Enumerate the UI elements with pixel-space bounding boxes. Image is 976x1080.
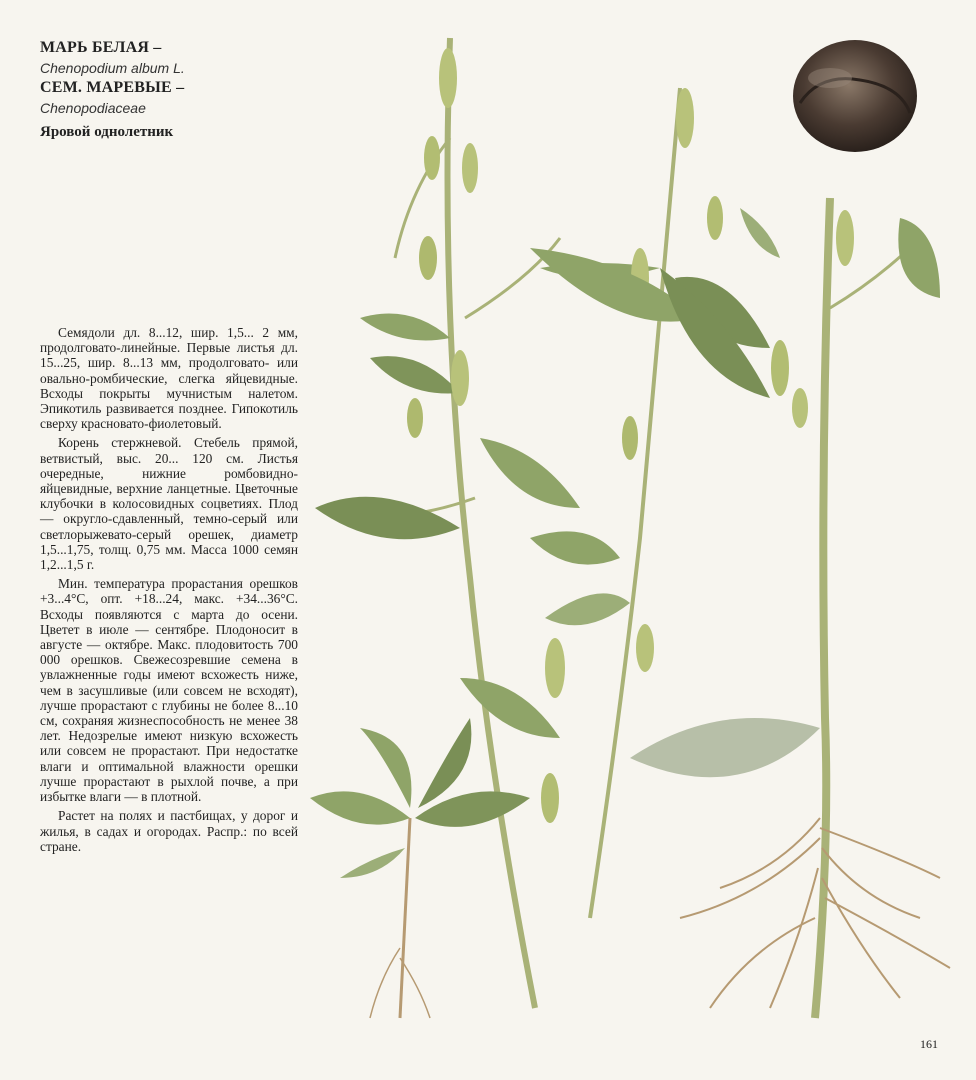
plant-illustration <box>300 18 960 1028</box>
paragraph-biology: Мин. температура прорастания орешков +3...4°C, опт. +18...24, макс. +34...36°C. Всходы появляются с марта до осени. Цветет в июле — сентябре. Плодоносит в августе — октябре. Макс. плодовитость 700 000 орешков. Свежесозревшие семена в увлажненные годы имеют всхожесть ниже, чем в засушливые (или совсем не всходят), лучше прорастают с глубины не более 8...10 см, сохраняя жизнеспособность не менее 38 лет. Недозрелые имеют низкую всхожесть или совсем не прорастают. При недостатке влаги и оптимальной влажности орешки лучше прорастают в рыхлой почве, а при избытке влаги — в плотной. <box>40 576 298 805</box>
seedling-image <box>310 718 530 1018</box>
seed-image <box>793 40 917 152</box>
life-form: Яровой однолетник <box>40 124 174 140</box>
family-name-ru: СЕМ. МАРЕВЫЕ – <box>40 79 185 96</box>
family-name-latin: Chenopodiaceae <box>40 100 146 116</box>
page-number: 161 <box>920 1037 938 1051</box>
description-text <box>40 325 298 858</box>
article-header <box>40 38 340 141</box>
paragraph-seedling: Семядоли дл. 8...12, шир. 1,5... 2 мм, продолговато-линейные. Первые листья дл. 15...25, шир. 8...13 мм, продолговато- или овально-ромбические, слегка яйцевидные. Всходы покрыты мучнистым налетом. Эпикотиль развивается позднее. Гипокотиль сверху красновато-фиолетовый. <box>40 325 298 432</box>
flowering-plant-left <box>315 38 630 1008</box>
species-name-latin: Chenopodium album L. <box>40 60 185 76</box>
species-name-ru: МАРЬ БЕЛАЯ – <box>40 39 162 56</box>
paragraph-habitat: Растет на полях и пастбищах, у дорог и жилья, в садах и огородах. Распр.: по всей стране. <box>40 808 298 854</box>
paragraph-morphology: Корень стержневой. Стебель прямой, ветвистый, выс. 20... 120 см. Листья очередные, нижние ромбовидно-яйцевидные, верхние ланцетные. Цветочные клубочки в колосовидных соцветиях. Плод — округло-сдавленный, темно-серый или светлорыжевато-серый орешек, диаметр 1,5...1,75, толщ. 0,75 мм. Масса 1000 семян 1,2...1,5 г. <box>40 435 298 573</box>
